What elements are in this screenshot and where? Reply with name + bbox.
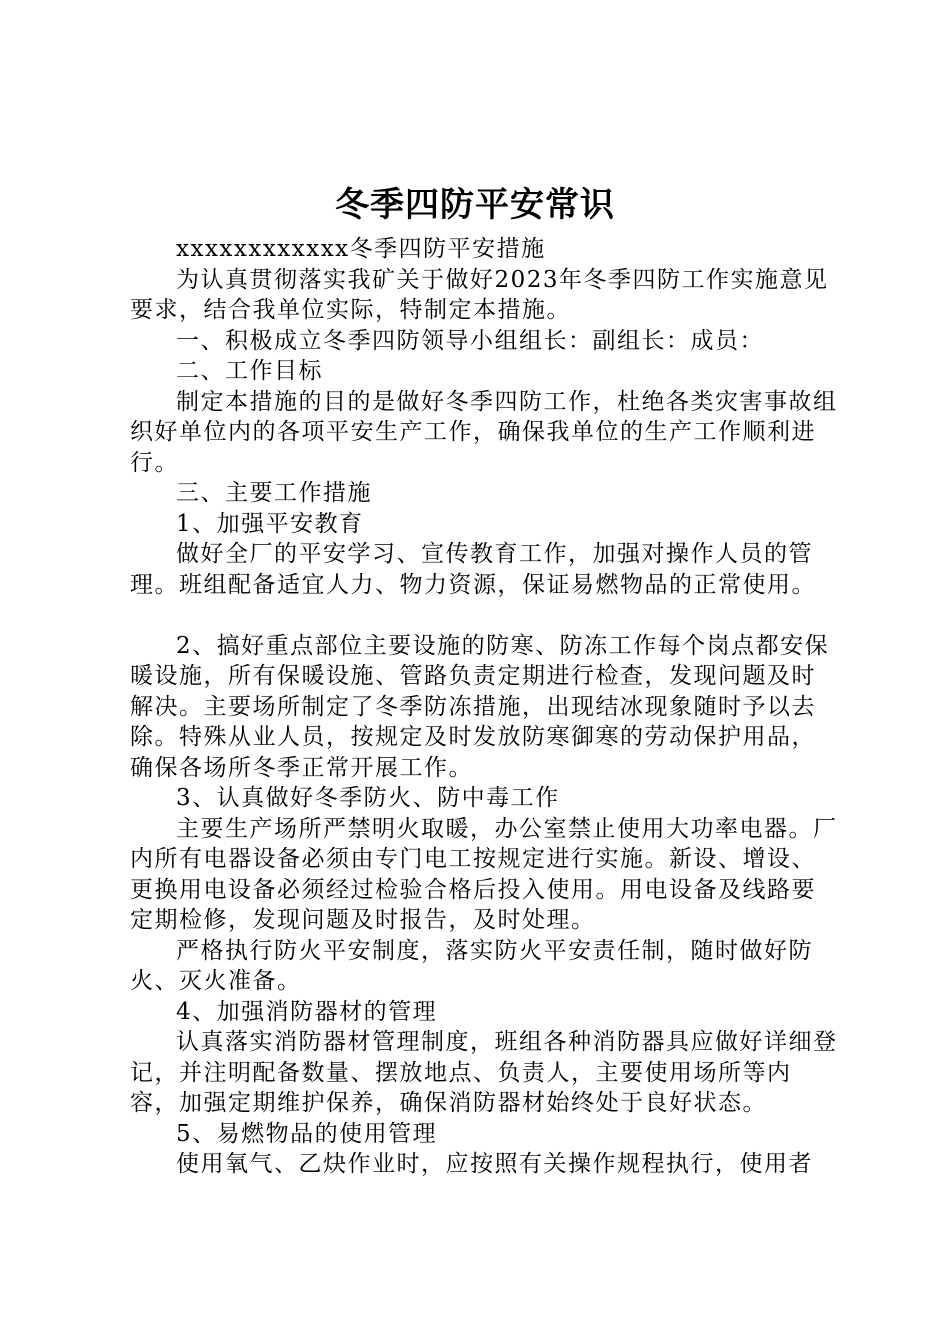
- blank-line: [130, 600, 838, 631]
- paragraph-item-3-text-2: 严格执行防火平安制度，落实防火平安责任制，随时做好防火、灭火准备。: [130, 937, 813, 994]
- paragraph-item-5-text: 使用氧气、乙炔作业时，应按照有关操作规程执行，使用者: [176, 1151, 813, 1177]
- paragraph-item-5: 5、易燃物品的使用管理: [176, 1120, 438, 1147]
- paragraph-section-1: 一、积极成立冬季四防领导小组组长：副组长：成员：: [176, 327, 764, 354]
- paragraph-item-3-text: 主要生产场所严禁明火取暖，办公室禁止使用大功率电器。厂内所有电器设备必须由专门电工按规定进行实施。新设、增设、更换用电设备必须经过检验合格后投入使用。用电设备及线路要定期检修，发现问题及时报告，及时处理。: [130, 815, 838, 933]
- paragraph-item-4: 4、加强消防器材的管理: [176, 998, 438, 1025]
- document-title: 冬季四防平安常识: [335, 185, 615, 225]
- paragraph-goal: 制定本措施的目的是做好冬季四防工作，杜绝各类灾害事故组织好单位内的各项平安生产工作，确保我单位的生产工作顺利进行。: [130, 388, 838, 476]
- document-body: [130, 234, 838, 1180]
- paragraph-item-1-text: 做好全厂的平安学习、宣传教育工作，加强对操作人员的管理。班组配备适宜人力、物力资源，保证易燃物品的正常使用。: [130, 541, 816, 598]
- paragraph-intro: 为认真贯彻落实我矿关于做好2023年冬季四防工作实施意见要求，结合我单位实际，特制定本措施。: [130, 266, 829, 323]
- paragraph-item-4-text: 认真落实消防器材管理制度，班组各种消防器具应做好详细登记，并注明配备数量、摆放地点、负责人，主要使用场所等内容，加强定期维护保养，确保消防器材始终处于良好状态。: [130, 1029, 838, 1116]
- paragraph-item-1: 1、加强平安教育: [176, 510, 364, 537]
- paragraph-heading-measures: xxxxxxxxxxxx冬季四防平安措施: [176, 236, 546, 262]
- paragraph-section-3: 三、主要工作措施: [176, 480, 372, 506]
- paragraph-section-2: 二、工作目标: [176, 358, 323, 384]
- paragraph-item-3: 3、认真做好冬季防火、防中毒工作: [176, 785, 560, 811]
- paragraph-item-2: 2、搞好重点部位主要设施的防寒、防冻工作每个岗点都安保暖设施，所有保暖设施、管路负责定期进行检查，发现问题及时解决。主要场所制定了冬季防冻措施，出现结冰现象随时予以去除。特殊从业人员，按规定及时发放防寒御寒的劳动保护用品，确保各场所冬季正常开展工作。: [130, 632, 830, 781]
